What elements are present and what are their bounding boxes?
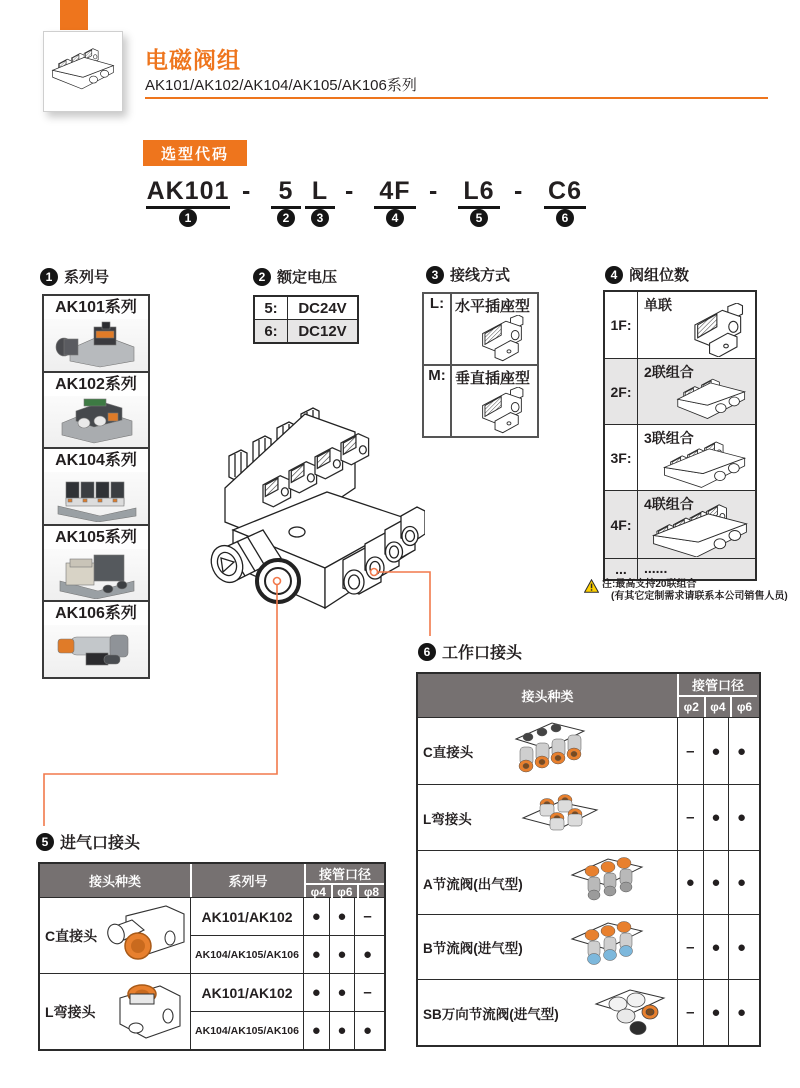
availability-mark: – bbox=[363, 984, 372, 1001]
inlet-table bbox=[38, 862, 386, 1051]
l-elbow-fitting-photo bbox=[513, 788, 605, 848]
series-label: AK104系列 bbox=[55, 452, 137, 470]
fitting-kind: C直接头 bbox=[423, 745, 474, 760]
table-row bbox=[605, 292, 755, 359]
table-row bbox=[605, 359, 755, 425]
voltage-table bbox=[253, 295, 359, 344]
series-cell: AK104/AK105/AK106 bbox=[190, 936, 303, 973]
size-header: φ4 bbox=[704, 697, 731, 717]
product-thumbnail bbox=[43, 31, 123, 112]
step-4-badge: 4 bbox=[605, 266, 623, 284]
voltage-code: 5: bbox=[255, 297, 288, 319]
wiring-label: 水平插座型 bbox=[455, 298, 531, 315]
availability-mark: ● bbox=[685, 874, 695, 891]
step-2-badge: 2 bbox=[277, 209, 295, 227]
voltage-value: DC24V bbox=[298, 299, 347, 317]
b-throttle-photo bbox=[558, 917, 650, 977]
availability-mark: ● bbox=[736, 1004, 747, 1021]
availability-mark: ● bbox=[736, 874, 747, 891]
step-4-badge: 4 bbox=[386, 209, 404, 227]
table-row bbox=[418, 979, 759, 1045]
fitting-kind: L弯接头 bbox=[423, 811, 472, 827]
position-code: 1F: bbox=[605, 292, 638, 358]
table-row bbox=[605, 425, 755, 491]
availability-mark: ● bbox=[362, 946, 373, 963]
code-dash: - bbox=[242, 177, 251, 205]
position-code: 4F: bbox=[605, 491, 638, 558]
fitting-kind: C直接头 bbox=[45, 927, 98, 944]
section6-title: 工作口接头 bbox=[442, 645, 523, 662]
column-header: 接管口径 bbox=[691, 678, 744, 693]
code-segment-workport bbox=[544, 178, 586, 227]
voltage-value: DC12V bbox=[298, 322, 347, 340]
code-part: 4F bbox=[374, 178, 416, 209]
table-row bbox=[255, 319, 357, 342]
fitting-kind: A节流阀(出气型) bbox=[423, 876, 523, 892]
position-code: 2F: bbox=[605, 359, 638, 424]
step-3-badge: 3 bbox=[311, 209, 329, 227]
section2-title: 额定电压 bbox=[277, 269, 338, 286]
ak105-photo bbox=[44, 549, 148, 601]
positions-table bbox=[603, 290, 757, 581]
availability-mark: ● bbox=[736, 938, 747, 956]
code-dash: - bbox=[514, 177, 523, 205]
table-row bbox=[418, 717, 759, 784]
ak102-photo bbox=[44, 396, 148, 448]
availability-mark: ● bbox=[362, 1022, 373, 1039]
table-row bbox=[255, 297, 357, 319]
code-segment-positions bbox=[374, 178, 416, 227]
position-label: 2联组合 bbox=[644, 364, 694, 380]
a-throttle-photo bbox=[558, 853, 650, 913]
list-item bbox=[44, 373, 148, 450]
availability-mark: – bbox=[686, 938, 695, 956]
step-5-badge: 5 bbox=[36, 833, 54, 851]
step-2-badge: 2 bbox=[253, 268, 271, 286]
table-group bbox=[40, 973, 384, 1049]
wiring-code: L: bbox=[424, 294, 452, 364]
table-row bbox=[190, 898, 384, 935]
section3-heading bbox=[426, 264, 510, 285]
size-header: φ4 bbox=[310, 885, 326, 899]
availability-mark: ● bbox=[736, 742, 747, 760]
table-row bbox=[190, 1011, 384, 1049]
availability-mark: ● bbox=[711, 938, 721, 956]
list-item bbox=[44, 449, 148, 526]
position-label: 4联组合 bbox=[644, 496, 694, 512]
section2-heading bbox=[253, 266, 337, 287]
table-row bbox=[190, 935, 384, 973]
column-header: 接头种类 bbox=[88, 874, 141, 889]
availability-mark: ● bbox=[711, 874, 721, 891]
code-part: C6 bbox=[544, 178, 586, 209]
ak106-photo bbox=[44, 625, 148, 677]
availability-mark: ● bbox=[711, 742, 721, 760]
table-header bbox=[418, 674, 759, 717]
table-row bbox=[418, 784, 759, 850]
selection-code-badge: 选型代码 bbox=[143, 140, 247, 166]
availability-mark: ● bbox=[337, 1022, 347, 1039]
manifold-3f-drawing bbox=[652, 435, 754, 489]
fitting-kind: B节流阀(进气型) bbox=[423, 941, 523, 956]
table-row bbox=[190, 974, 384, 1011]
availability-mark: ● bbox=[311, 946, 321, 963]
series-label: AK106系列 bbox=[55, 605, 137, 623]
fitting-kind: SB万向节流阀(进气型) bbox=[423, 1006, 559, 1022]
wiring-table bbox=[422, 292, 539, 438]
step-6-badge: 6 bbox=[418, 643, 436, 661]
code-dash: - bbox=[345, 177, 354, 205]
table-row bbox=[605, 491, 755, 559]
step-3-badge: 3 bbox=[426, 266, 444, 284]
column-header: 系列号 bbox=[190, 864, 304, 897]
table-header bbox=[40, 864, 384, 897]
note-line2: (有其它定制需求请联系本公司销售人员) bbox=[611, 591, 788, 602]
size-header: φ6 bbox=[331, 885, 358, 899]
position-label: 3联组合 bbox=[644, 430, 694, 446]
column-header: 接头种类 bbox=[521, 689, 574, 704]
availability-mark: ● bbox=[337, 946, 347, 963]
availability-mark: – bbox=[686, 1004, 695, 1021]
fitting-kind: L弯接头 bbox=[45, 1003, 96, 1020]
availability-mark: ● bbox=[311, 908, 321, 925]
manifold-1f-drawing bbox=[670, 303, 754, 357]
page-title: 电磁阀组 bbox=[145, 47, 241, 73]
table-row bbox=[424, 294, 537, 364]
section1-title: 系列号 bbox=[64, 269, 110, 286]
availability-mark: ● bbox=[311, 984, 321, 1001]
vertical-socket-drawing bbox=[469, 387, 535, 435]
table-row bbox=[424, 364, 537, 436]
note-line1: 注:最高支持20联组合 bbox=[602, 579, 697, 590]
list-item bbox=[44, 526, 148, 603]
code-part: L bbox=[305, 178, 335, 209]
title-rule bbox=[145, 97, 768, 99]
c-straight-fitting-photo bbox=[498, 721, 590, 781]
page-subtitle: AK101/AK102/AK104/AK105/AK106系列 bbox=[145, 77, 417, 94]
position-code: ... bbox=[605, 559, 638, 579]
table-row bbox=[418, 914, 759, 979]
note bbox=[584, 579, 788, 603]
workport-table bbox=[416, 672, 761, 1047]
wiring-code: M: bbox=[424, 366, 452, 436]
manifold-4f-drawing bbox=[646, 499, 754, 557]
step-5-badge: 5 bbox=[470, 209, 488, 227]
series-list bbox=[42, 294, 150, 679]
step-1-badge: 1 bbox=[40, 268, 58, 286]
section5-heading bbox=[36, 830, 140, 853]
table-row bbox=[605, 559, 755, 579]
availability-mark: ● bbox=[337, 908, 347, 925]
voltage-code: 6: bbox=[255, 320, 288, 342]
series-cell: AK101/AK102 bbox=[190, 974, 303, 1011]
page-corner-tab bbox=[60, 0, 88, 30]
size-header: φ8 bbox=[357, 885, 384, 899]
ak104-photo bbox=[44, 472, 148, 524]
column-header: 接管口径 bbox=[318, 867, 371, 882]
c-straight-inlet-drawing bbox=[104, 902, 188, 968]
section6-heading bbox=[418, 640, 522, 663]
warning-icon bbox=[584, 579, 599, 593]
manifold-assembly-drawing bbox=[205, 392, 425, 642]
ak101-photo bbox=[44, 319, 148, 371]
availability-mark: ● bbox=[711, 809, 721, 826]
code-segment-voltage bbox=[271, 178, 301, 227]
availability-mark: ● bbox=[311, 1022, 321, 1039]
availability-mark: – bbox=[363, 908, 372, 925]
sb-universal-throttle-photo bbox=[588, 982, 674, 1042]
availability-mark: ● bbox=[711, 1004, 721, 1021]
code-segment-series bbox=[146, 178, 230, 227]
code-segment-inlet bbox=[458, 178, 500, 227]
list-item bbox=[44, 602, 148, 677]
code-segment-wiring bbox=[305, 178, 335, 227]
position-code: 3F: bbox=[605, 425, 638, 490]
availability-mark: ● bbox=[736, 809, 747, 826]
size-header: φ2 bbox=[683, 700, 699, 714]
series-label: AK105系列 bbox=[55, 528, 137, 546]
section4-title: 阀组位数 bbox=[629, 267, 690, 284]
section1-heading bbox=[40, 266, 109, 287]
step-6-badge: 6 bbox=[556, 209, 574, 227]
code-part: 5 bbox=[271, 178, 301, 209]
code-part: L6 bbox=[458, 178, 500, 209]
horizontal-socket-drawing bbox=[469, 315, 535, 363]
section4-heading bbox=[605, 264, 689, 285]
manifold-2f-drawing bbox=[658, 371, 754, 423]
availability-mark: – bbox=[686, 809, 695, 826]
position-label: 单联 bbox=[644, 297, 672, 313]
series-cell: AK101/AK102 bbox=[190, 898, 303, 935]
code-part: AK101 bbox=[146, 178, 230, 209]
l-elbow-inlet-drawing bbox=[106, 976, 186, 1046]
table-row bbox=[418, 850, 759, 914]
section3-title: 接线方式 bbox=[450, 267, 511, 284]
series-cell: AK104/AK105/AK106 bbox=[190, 1012, 303, 1049]
code-dash: - bbox=[429, 177, 438, 205]
availability-mark: – bbox=[686, 742, 695, 760]
availability-mark: ● bbox=[337, 984, 347, 1001]
series-label: AK102系列 bbox=[55, 375, 137, 393]
series-label: AK101系列 bbox=[55, 299, 137, 316]
product-thumbnail-drawing bbox=[48, 41, 118, 103]
section5-title: 进气口接头 bbox=[60, 835, 141, 852]
table-group bbox=[40, 897, 384, 973]
list-item bbox=[44, 296, 148, 373]
wiring-label: 垂直插座型 bbox=[455, 370, 531, 387]
position-label: ...... bbox=[644, 560, 668, 576]
size-header: φ6 bbox=[730, 697, 757, 717]
step-1-badge: 1 bbox=[179, 209, 197, 227]
